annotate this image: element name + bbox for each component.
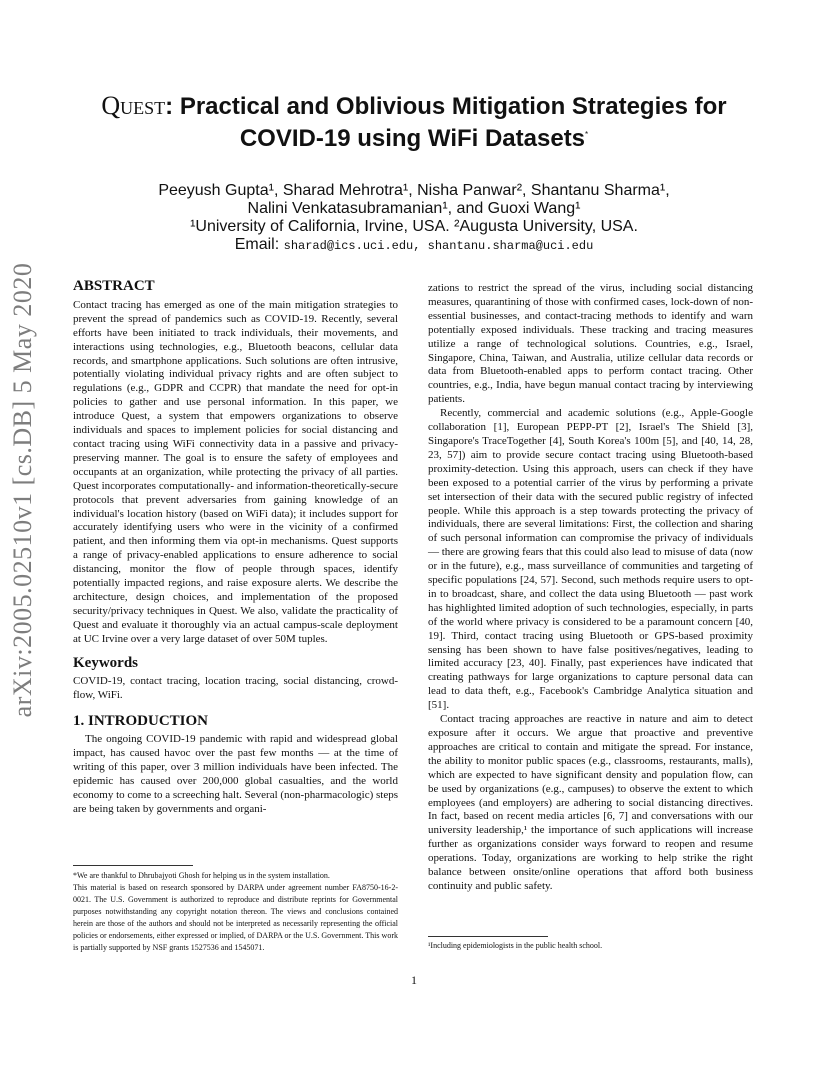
footnote-1: ¹Including epidemiologists in the public health school. — [428, 941, 603, 950]
title-footnote-mark: * — [585, 130, 589, 139]
arxiv-side-label: arXiv:2005.02510v1 [cs.DB] 5 May 2020 — [8, 262, 37, 718]
authors-line2: Nalini Venkatasubramanian¹, and Guoxi Wang¹ — [247, 200, 581, 217]
title-quest: Quest — [101, 91, 166, 120]
authors-line1: Peeyush Gupta¹, Sharad Mehrotra¹, Nisha Panwar², Shantanu Sharma¹, — [158, 182, 670, 199]
affiliations: ¹University of California, Irvine, USA. ²Augusta University, USA. — [190, 218, 638, 235]
footnote-star: *We are thankful to Dhrubajyoti Ghosh for helping us in the system installation. — [73, 871, 330, 880]
title-line2: COVID-19 using WiFi Datasets — [239, 125, 586, 152]
right-paragraph-1: zations to restrict the spread of the virus, including social distancing measures, quarantining of those with confirmed cases, lock-down of non-essential businesses, and contact-tracing methods to identify and warn potentially exposed individuals. These tracking and tracing measures utilize a range of technological solutions. Countries, e.g., Israel, Singapore, China, Taiwan, and Australia, utilize cellular data records or data from Bluetooth-enabled apps to perform contact tracing. Other countries, e.g., India, have begun manual contact tracing by interviewing patients. — [428, 282, 753, 406]
email-line — [80, 236, 748, 255]
right-paragraph-3: Contact tracing approaches are reactive in nature and aim to detect exposure after it occurs. We argue that proactive and preventive approaches are critical to contain and mitigate the spread. For instance, the ability to monitor public spaces (e.g., classrooms, restaurants, malls), which are expected to have significant density and population flow, can be used by organizations (e.g., campuses) to observe the extent to which employees (and employers) are adhering to social distancing directives. In fact, based on recent media articles [6, 7] and conversations with our university leadership,¹ the importance of such applications will increase further as organizations consider ways forward to reopen and resume operations. Today, organizations are working to help strike the right balance between onsite/online operations that afford both business continuity and public safety. — [428, 713, 753, 892]
footnote-rule — [73, 865, 193, 866]
paper-title — [80, 92, 748, 153]
footnote-rule-right — [428, 936, 548, 937]
abstract-heading: ABSTRACT — [73, 278, 155, 294]
email-label: Email: — [234, 236, 280, 253]
email-addresses: sharad@ics.uci.edu, shantanu.sharma@uci.edu — [283, 239, 594, 253]
left-footnotes — [73, 865, 398, 954]
keywords-text: COVID-19, contact tracing, location tracing, social distancing, crowd-flow, WiFi. — [73, 675, 398, 702]
right-footnotes — [428, 936, 753, 952]
right-column — [428, 282, 753, 894]
keywords-heading: Keywords — [73, 654, 138, 671]
left-column — [73, 280, 398, 817]
intro-paragraph-1: The ongoing COVID-19 pandemic with rapid and widespread global impact, has caused havoc over the past few months — at the time of writing of this paper, over 3 million individuals have been infected. The epidemic has caused over 200,000 global casualties, and the world economy to come to a screeching halt. Several (non-pharmacologic) steps are being taken by governments and organi- — [73, 733, 398, 815]
introduction-heading: 1. INTRODUCTION — [73, 713, 209, 730]
title-line1: : Practical and Oblivious Mitigation Strategies for — [165, 93, 727, 120]
abstract-text: Contact tracing has emerged as one of the main mitigation strategies to prevent the spread of pandemics such as COVID-19. Recently, several efforts have been initiated to track individuals, their movements, and interactions using technologies, e.g., Bluetooth beacons, cellular data records, and smartphone applications. Such solutions are often intrusive, potentially violating individual privacy rights and are often subject to regulations (e.g., GDPR and CCPR) that mandate the need for opt-in policies to gather and use personal information. In this paper, we introduce Quest, a system that empowers organizations to observe individuals and spaces to implement policies for social distancing and contact tracing using WiFi connectivity data in a passive and privacy-preserving manner. The goal is to ensure the safety of employees and occupants at an organization, while protecting the privacy of all parties. Quest incorporates computationally- and information-theoretically-secure protocols that prevent adversaries from gaining knowledge of an individual's location history (based on WiFi data); it includes support for accurately identifying users who were in the vicinity of a confirmed patient, and then informing them via opt-in mechanisms. Quest supports a range of privacy-enabled applications to ensure adherence to social distancing, monitor the flow of people through spaces, identify potentially impacted regions, and raise exposure alerts. We describe the architecture, design choices, and implementation of the proposed security/privacy techniques in Quest. We also, validate the practicality of Quest and evaluate it thoroughly via an actual campus-scale deployment at UC Irvine over a very large dataset of over 50M tuples. — [73, 298, 398, 645]
author-block — [80, 182, 748, 255]
page-number: 1 — [411, 973, 417, 987]
right-paragraph-2: Recently, commercial and academic solutions (e.g., Apple-Google collaboration [1], European PEPP-PT [2], Israel's The Shield [3], Singapore's TraceTogether [4], South Korea's 100m [5], and [40, 14, 28, 23, 57]) aim to provide secure contact tracing using Bluetooth-based proximity-detection. Using this approach, users can check if they have been exposed to a potential carrier of the virus by performing a private set intersection of their data with the secured public registry of infected people. While this approach is a step towards protecting the privacy of individuals, there are several limitations: First, the collection and sharing of such personal information can compromise the privacy of individuals — there are growing fears that this could also lead to misuse of data (now or in the future), e.g., mass surveillance of communities and targeting of specific populations [24, 57]. Second, such methods require users to opt-in to broadcast, share, and collect the data using Bluetooth — past work has highlighted limited adoption of such technologies, especially, in parts of the world where privacy is considered to be a paramount concern [40, 19]. Third, contact tracing using Bluetooth or GPS-based proximity sensing has been shown to have false positives/negatives, leading to limited accuracy [23, 40]. Finally, past experiences have indicated that creating pathways for large organizations to capture personal data can lead to data theft, e.g., Facebook's Cambridge Analytica situation and [51]. — [428, 407, 754, 712]
footnote-funding: This material is based on research sponsored by DARPA under agreement number FA8750-16-2-0021. The U.S. Government is authorized to reproduce and distribute reprints for Governmental purposes notwithstanding any copyright notation thereon. The views and conclusions contained herein are those of the authors and should not be interpreted as necessarily representing the official policies or endorsements, either expressed or implied, of DARPA or the U.S. Government. This work is partially supported by NSF grants 1527536 and 1545071. — [73, 883, 398, 952]
